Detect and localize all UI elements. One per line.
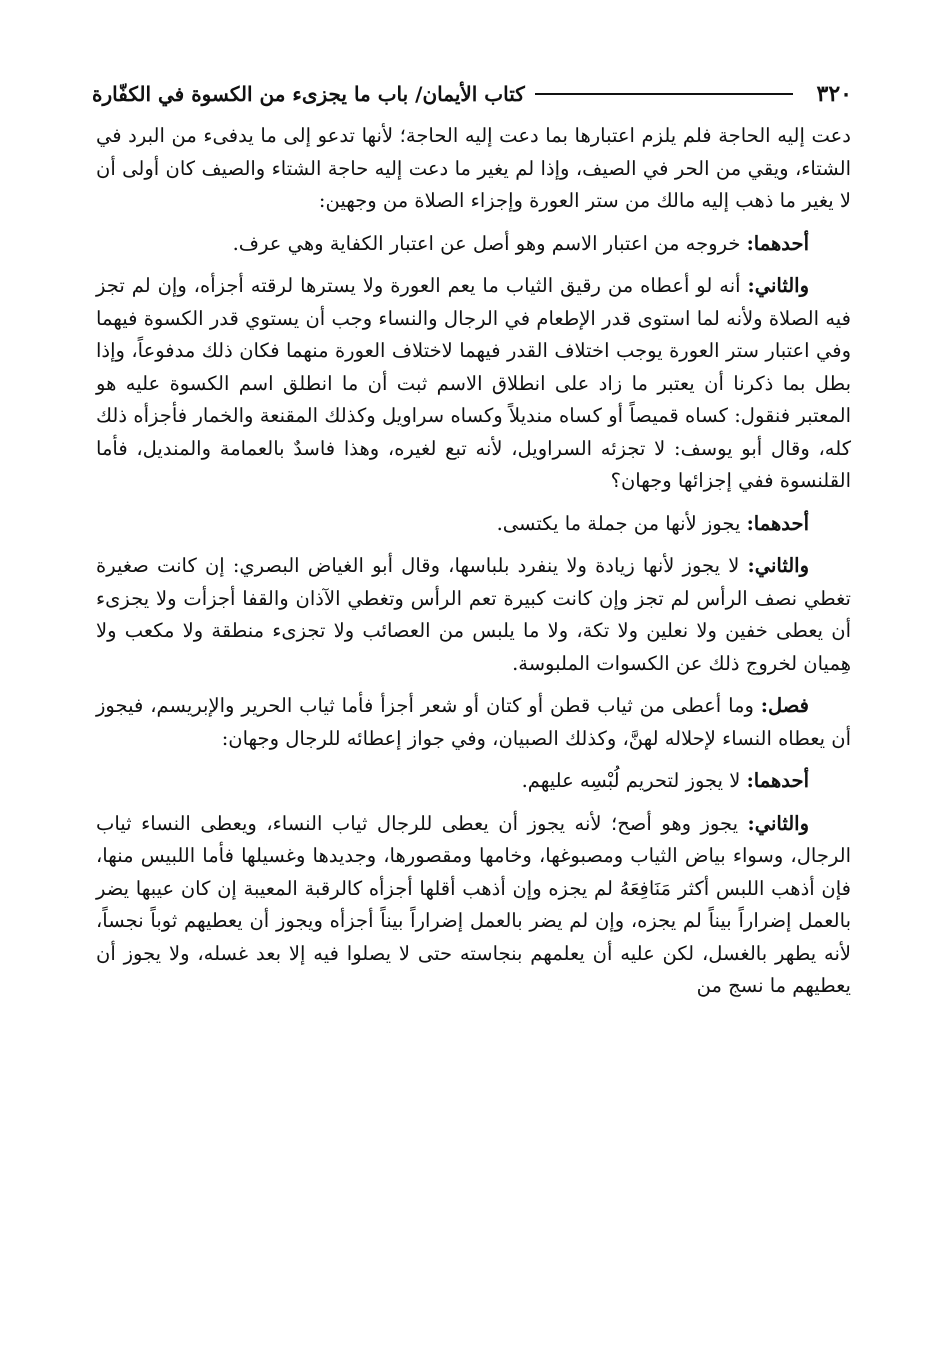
page-number: ٣٢٠ bbox=[816, 81, 852, 107]
section-heading: فصل: bbox=[760, 694, 809, 717]
section-paragraph bbox=[96, 690, 851, 755]
paragraph bbox=[96, 228, 851, 261]
paragraph bbox=[96, 550, 851, 680]
paragraph-text: يجوز وهو أصح؛ لأنه يجوز أن يعطى للرجال ثياب النساء، ويعطى النساء ثياب الرجال، وسواء بياض الثياب ومصبوغها، وخامها ومقصورها، وجديدها وغسيلها فأما اللبيس منها، فإن أذهب اللبس أكثر مَنَافِعَهُ لم يجزه وإن أذهب أقلها أجزأه كالرقبة المعيبة إن كان عيبها يضر بالعمل إضراراً بيناً لم يجزه، وإن لم يضر بالعمل إضراراً بيناً أجزأه ويجوز أن يعطيهم ثوباً نجساً، لأنه يطهر بالغسل، لكن عليه أن يعلمهم بنجاسته حتى لا يصلوا فيه إلا بعد غسله، ولا يجوز أن يعطيهم ما نسج من bbox=[96, 811, 851, 997]
paragraph-lead: والثاني: bbox=[747, 811, 809, 835]
paragraph-text: لا يجوز لأنها زيادة ولا ينفرد بلباسها، وقال أبو الغياض البصري: إن كانت صغيرة تغطي نصف الرأس لم تجز وإن كانت كبيرة تعم الرأس وتغطي الآذان والقفا أجزأت ولا يجزىء أن يعطى خفين ولا نعلين ولا تكة، ولا ما يلبس من العصائب ولا تجزىء منطقة ولا مكعب ولا هِميان لخروج ذلك عن الكسوات الملبوسة. bbox=[96, 554, 851, 675]
paragraph bbox=[96, 808, 851, 1003]
paragraph-lead: أحدهما: bbox=[746, 511, 809, 535]
paragraph bbox=[96, 765, 851, 798]
paragraph bbox=[96, 270, 851, 498]
paragraph bbox=[96, 120, 851, 218]
paragraph-lead: أحدهما: bbox=[746, 769, 809, 792]
paragraph-text: لا يجوز لتحريم لُبْسِه عليهم. bbox=[521, 769, 747, 792]
paragraph-text: أنه لو أعطاه من رقيق الثياب ما يعم العورة ولا يسترها لرقته أجزأه، وإن لم تجز فيه الصلاة ولأنه لما استوى قدر الإطعام في الرجال والنساء وجب أن يستوي قدر الكسوة فيهما وفي اعتبار ستر العورة يوجب اختلاف القدر فيهما لاختلاف العورة منهما فكان ذلك مدفوعاً، وإذا بطل بما ذكرنا أن يعتبر ما زاد على انطلاق الاسم ثبت أن ما انطلق اسم الكسوة عليه هو المعتبر فنقول: كساه قميصاً أو كساه منديلاً وكساه سراويل وكذلك المقنعة والخمار فأجزأه ذلك كله، وقال أبو يوسف: لا تجزئه السراويل، لأنه تبع لغيره، وهذا فاسدٌ بالعمامة والمنديل، فأما القلنسوة ففي إجزائها وجهان؟ bbox=[96, 274, 851, 492]
header-divider bbox=[535, 93, 793, 95]
body-text bbox=[96, 120, 851, 1013]
paragraph bbox=[96, 508, 851, 541]
paragraph-text: يجوز لأنها من جملة ما يكتسى. bbox=[496, 511, 747, 535]
page-header bbox=[92, 74, 852, 114]
paragraph-text: دعت إليه الحاجة فلم يلزم اعتبارها بما دعت إليه الحاجة؛ لأنها تدعو إلى ما يدفىء من البرد في الشتاء، ويقي من الحر في الصيف، وإذا لم يغير ما دعت إليه حاجة الشتاء والصيف كان أولى أن لا يغير ما ذهب إليه مالك من ستر العورة وإجزاء الصلاة من وجهين: bbox=[96, 124, 851, 212]
paragraph-text: وما أعطى من ثياب قطن أو كتان أو شعر أجزأ فأما ثياب الحرير والإبريسم، فيجوز أن يعطاه النساء لإحلاله لهنَّ، وكذلك الصبيان، وفي جواز إعطائه للرجال وجهان: bbox=[96, 694, 851, 750]
paragraph-text: خروجه من اعتبار الاسم وهو أصل عن اعتبار الكفاية وهي عرف. bbox=[232, 231, 747, 255]
paragraph-lead: أحدهما: bbox=[746, 231, 809, 255]
running-title: كتاب الأيمان/ باب ما يجزىء من الكسوة في الكفّارة bbox=[92, 82, 525, 106]
paragraph-lead: والثاني: bbox=[747, 554, 809, 577]
paragraph-lead: والثاني: bbox=[747, 274, 809, 297]
